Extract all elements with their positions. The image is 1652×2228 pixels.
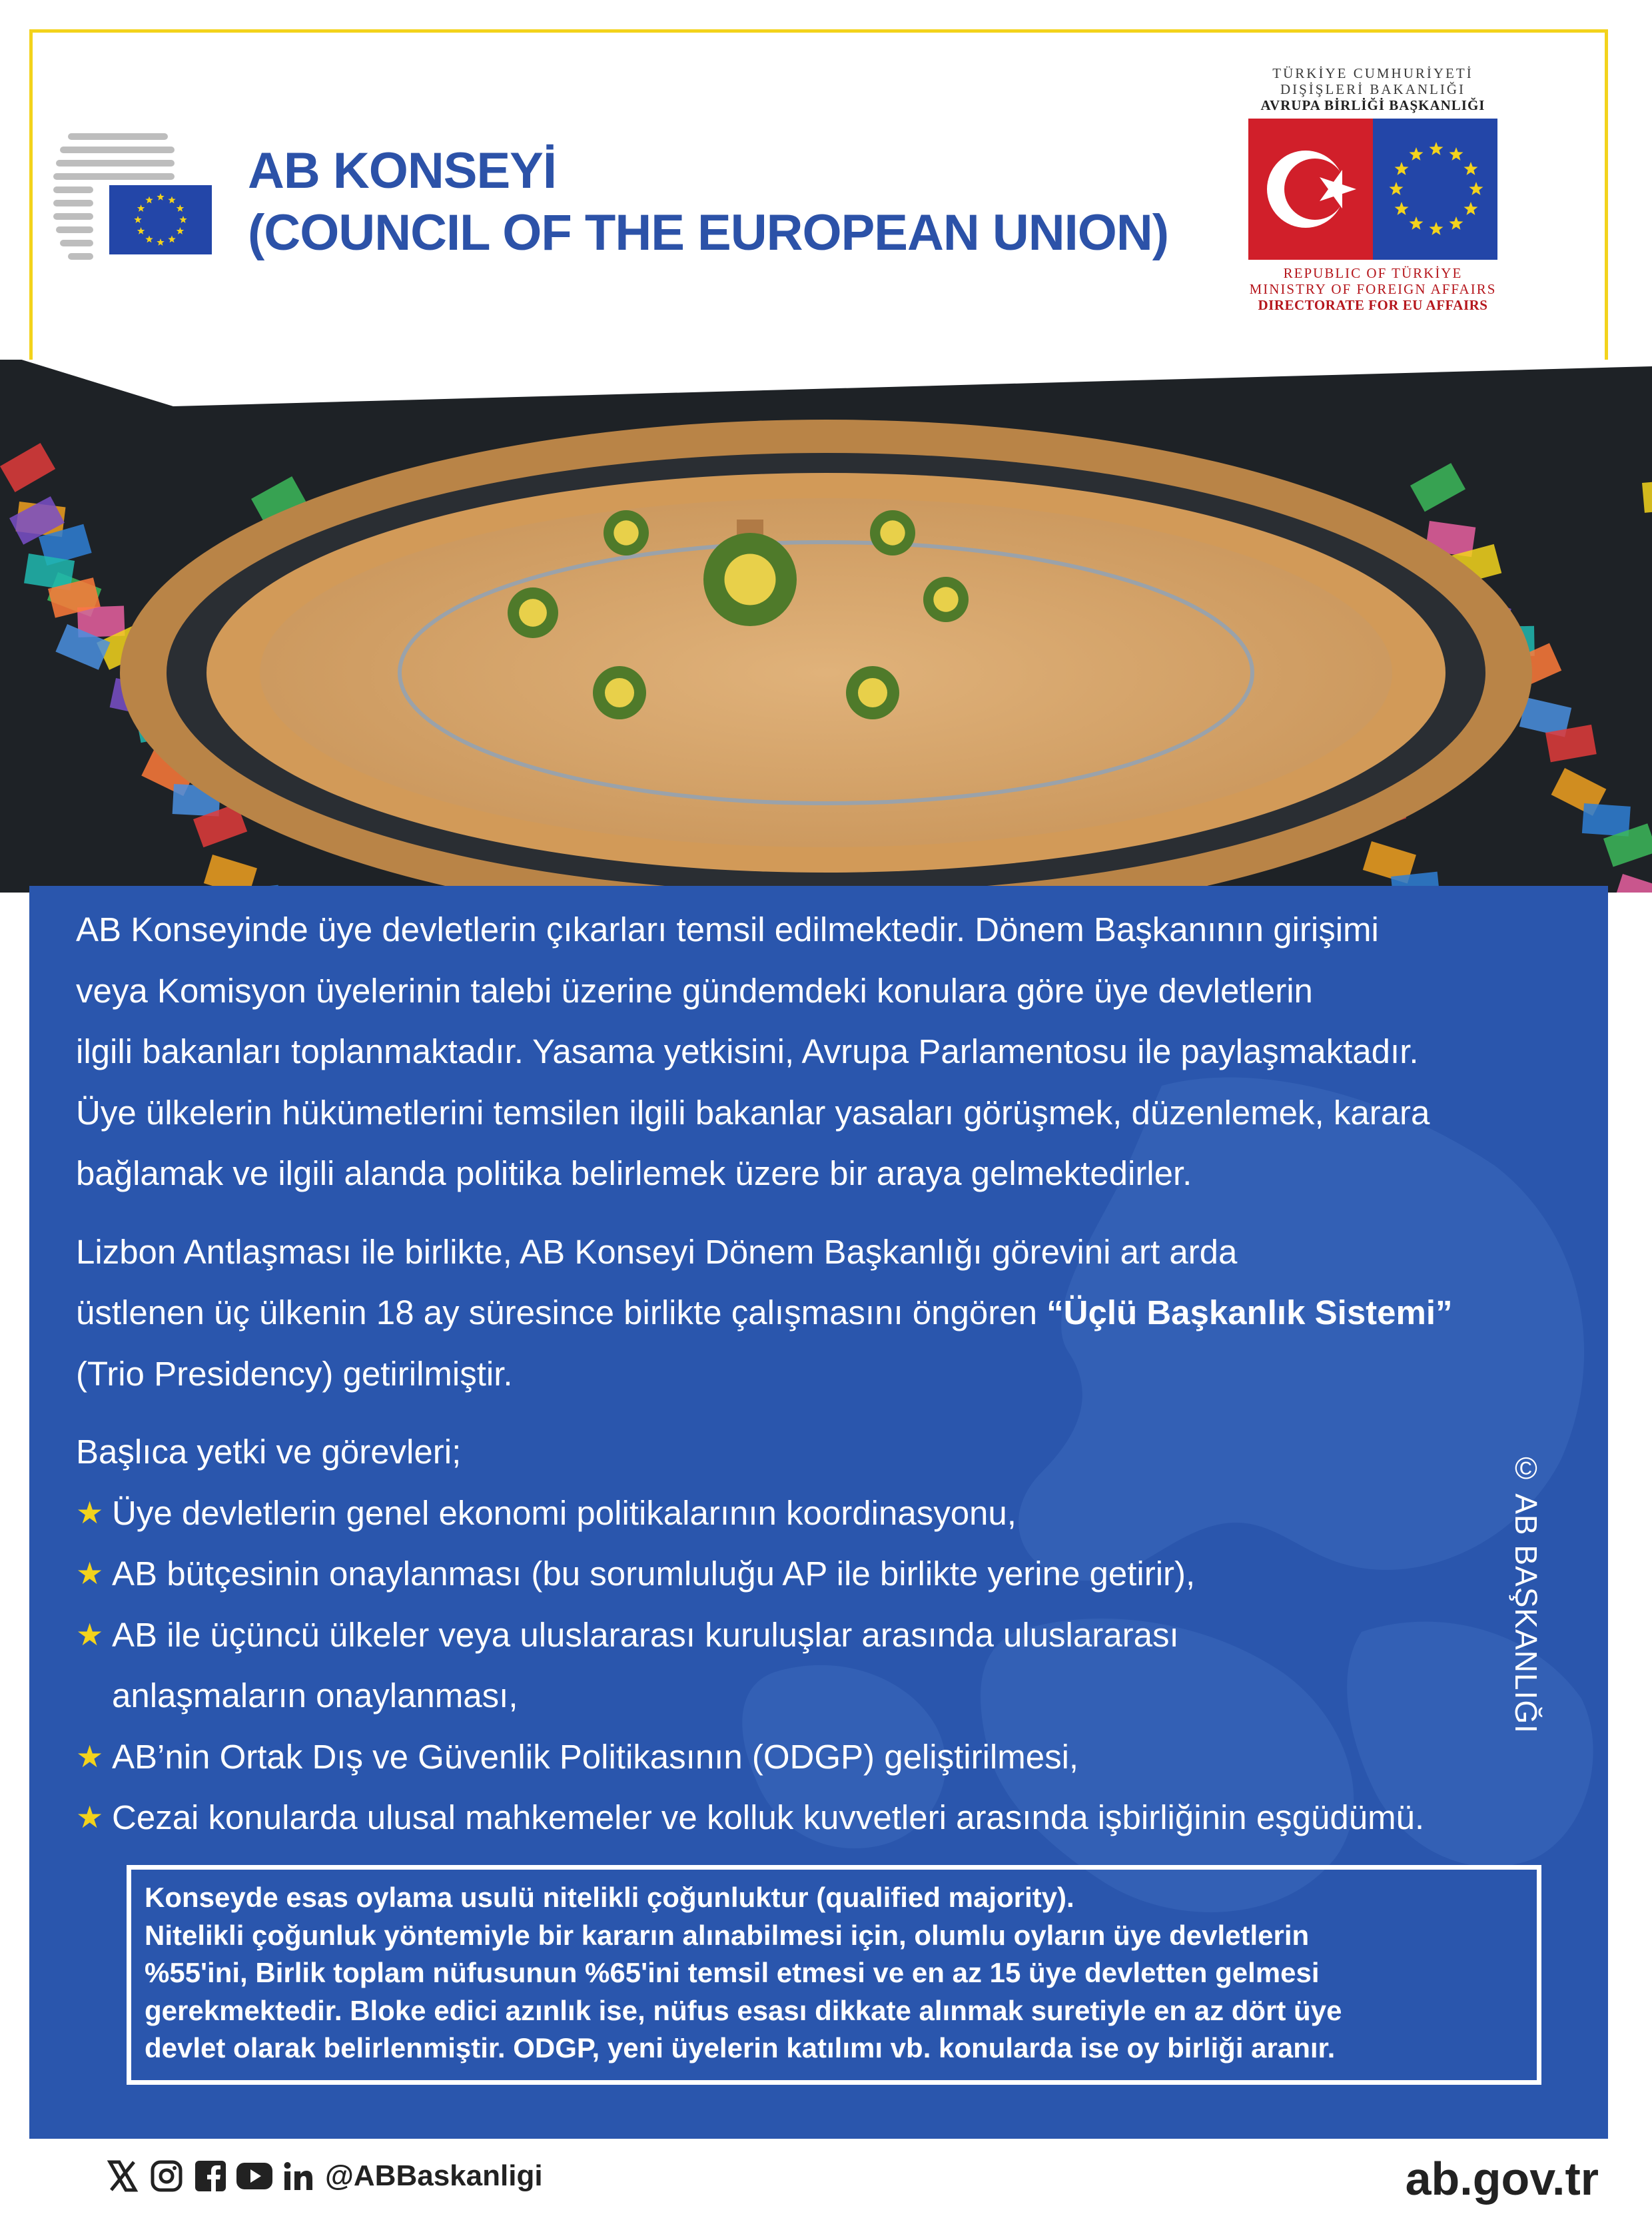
duties-section	[76, 1421, 1608, 1848]
list-item-text: AB’nin Ortak Dış ve Güvenlik Politikasının (ODGP) geliştirilmesi,	[112, 1737, 1079, 1776]
list-item-text: AB ile üçüncü ülkeler veya uluslararası kuruluşlar arasında uluslararası	[112, 1615, 1179, 1654]
footer	[0, 2139, 1652, 2228]
page-title	[248, 141, 1168, 265]
voting-text: tur (qualified majority).	[771, 1882, 1074, 1913]
voting-line: devlet olarak belirlenmiştir. ODGP, yeni üyelerin katılımı vb. konularda ise oy birliği aranır.	[145, 2032, 1336, 2063]
voting-line: Nitelikli çoğunluk yöntemiyle bir kararın alınabilmesi için, olumlu oyların üye devletlerin	[145, 1919, 1310, 1951]
voting-line: %55'ini, Birlik toplam nüfusunun %65'ini temsil etmesi ve en az 15 üye devletten gelmesi	[145, 1957, 1320, 1988]
ministry-en-line-3: DIRECTORATE FOR EU AFFAIRS	[1258, 297, 1488, 313]
trio-line: Lizbon Antlaşması ile birlikte, AB Konseyi Dönem Başkanlığı görevini art arda	[76, 1232, 1238, 1271]
flower-center	[880, 520, 905, 545]
intro-line: veya Komisyon üyelerinin talebi üzerine gündemdeki konulara göre üye devletlerin	[76, 971, 1313, 1010]
list-item-text: AB bütçesinin onaylanması (bu sorumluluğu AP ile birlikte yerine getirir),	[112, 1555, 1196, 1593]
voting-text: Konseyde esas oylama usulü	[145, 1882, 543, 1913]
main-content	[76, 899, 1608, 1848]
ministry-tr-line-1: TÜRKİYE CUMHURİYETİ	[1272, 65, 1473, 81]
website-link[interactable]: ab.gov.tr	[1405, 2153, 1599, 2205]
photo-copyright: © AB BAŞKANLIĞI	[1509, 1451, 1543, 1734]
list-item-text: Cezai konularda ulusal mahkemeler ve kolluk kuvvetleri arasında işbirliğinin eşgüdümü.	[112, 1798, 1425, 1836]
carpet-tile	[1582, 803, 1631, 837]
trio-emphasis: “Üçlü Başkanlık Sistemi”	[1046, 1294, 1453, 1331]
council-of-eu-logo-icon	[53, 127, 220, 273]
trio-line	[76, 1282, 1608, 1343]
list-item-text: Üye devletlerin genel ekonomi politikalarının koordinasyonu,	[112, 1493, 1017, 1532]
instagram-icon[interactable]	[148, 2157, 185, 2195]
list-item-text: anlaşmaların onaylanması,	[112, 1676, 518, 1714]
header	[0, 0, 1652, 400]
star-bullet-icon: ★	[76, 1495, 104, 1530]
intro-paragraph	[76, 899, 1608, 1204]
flower-center	[725, 554, 776, 605]
ministry-en-line-2: MINISTRY OF FOREIGN AFFAIRS	[1249, 281, 1497, 297]
council-meeting-photo	[0, 360, 1652, 893]
star-bullet-icon: ★	[76, 1556, 104, 1591]
ministry-tr-line-3: AVRUPA BİRLİĞİ BAŞKANLIĞI	[1260, 97, 1485, 113]
flower-center	[614, 520, 638, 545]
flower-center	[605, 678, 634, 707]
list-item	[76, 1726, 1608, 1788]
voting-emphasis: nitelikli çoğunluk	[542, 1882, 771, 1913]
ministry-en-line-1: REPUBLIC OF TÜRKİYE	[1283, 265, 1463, 281]
ministry-logo	[1243, 65, 1503, 313]
list-item	[76, 1787, 1608, 1848]
intro-line: Üye ülkelerin hükümetlerini temsilen ilgili bakanlar yasaları görüşmek, düzenlemek, karara	[76, 1093, 1430, 1132]
list-item	[76, 1543, 1608, 1605]
star-bullet-icon: ★	[76, 1617, 104, 1652]
turkey-eu-flag-icon	[1248, 119, 1497, 260]
intro-line: bağlamak ve ilgili alanda politika belirlemek üzere bir araya gelmektedirler.	[76, 1154, 1192, 1192]
intro-line: AB Konseyinde üye devletlerin çıkarları temsil edilmektedir. Dönem Başkanının girişimi	[76, 911, 1379, 948]
ministry-tr-line-2: DIŞİŞLERİ BAKANLIĞI	[1280, 81, 1466, 97]
duties-list	[76, 1483, 1608, 1848]
voting-info-box	[127, 1865, 1541, 2085]
youtube-icon[interactable]	[236, 2157, 273, 2195]
trio-line: (Trio Presidency) getirilmiştir.	[76, 1354, 513, 1393]
list-item	[76, 1483, 1608, 1544]
facebook-icon[interactable]	[192, 2157, 229, 2195]
trio-paragraph	[76, 1222, 1608, 1405]
social-handle[interactable]: @ABBaskanligi	[325, 2159, 543, 2192]
social-links	[104, 2157, 543, 2195]
flower-center	[933, 587, 958, 611]
x-icon[interactable]	[104, 2157, 141, 2195]
duties-intro: Başlıca yetki ve görevleri;	[76, 1433, 462, 1471]
list-item	[76, 1605, 1608, 1726]
trio-text: üstlenen üç ülkenin 18 ay süresince birlikte çalışmasını öngören	[76, 1294, 1047, 1331]
star-bullet-icon: ★	[76, 1800, 104, 1834]
linkedin-icon[interactable]	[280, 2157, 317, 2195]
voting-line	[145, 1879, 1523, 1917]
star-bullet-icon: ★	[76, 1738, 104, 1774]
voting-line: gerekmektedir. Bloke edici azınlık ise, nüfus esası dikkate alınmak suretiyle en az dört üye	[145, 1994, 1342, 2026]
title-line-2: (COUNCIL OF THE EUROPEAN UNION)	[248, 204, 1169, 261]
intro-line: ilgili bakanları toplanmaktadır. Yasama yetkisini, Avrupa Parlamentosu ile paylaşmaktadır.	[76, 1032, 1419, 1070]
title-line-1: AB KONSEYİ	[248, 143, 556, 199]
flower-center	[519, 599, 547, 627]
flower-center	[858, 678, 887, 707]
content-panel	[29, 886, 1608, 2139]
